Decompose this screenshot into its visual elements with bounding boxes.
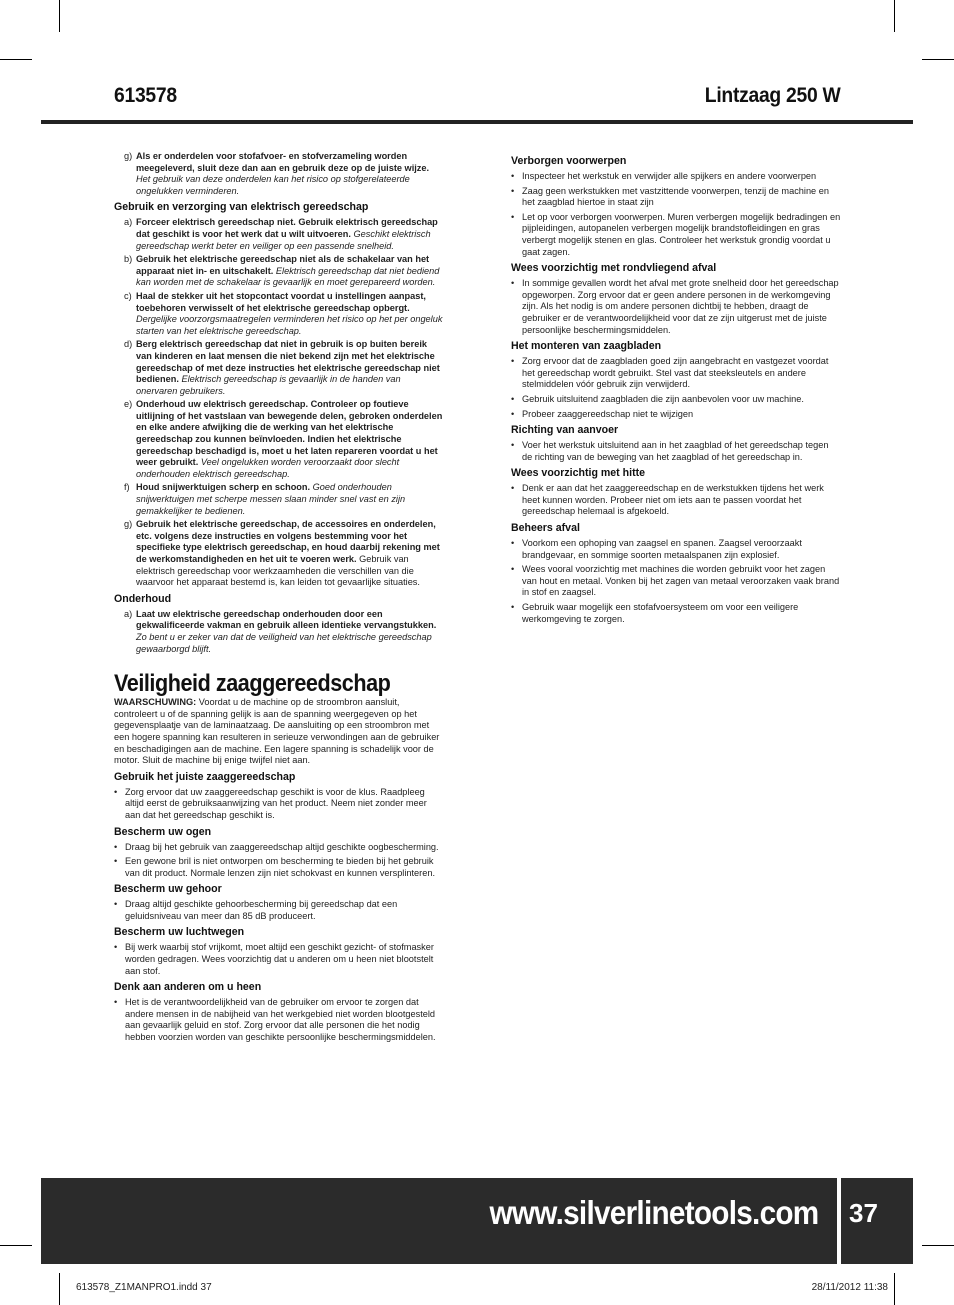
subheading: Bescherm uw ogen	[114, 825, 212, 838]
power-tool-list	[114, 217, 444, 588]
list-item	[114, 254, 444, 289]
list-item	[114, 519, 444, 589]
subheading: Het monteren van zaagbladen	[511, 340, 662, 353]
footer-bar	[41, 1178, 913, 1264]
list-item	[114, 151, 444, 197]
item-bold: Gebruik het elektrische gereedschap niet als de schakelaar van het apparaat niet in- en uitschakelt.	[136, 254, 430, 276]
item-letter: g)	[124, 151, 133, 161]
item-bold: Berg elektrisch gereedschap dat niet in gebruik is op buiten bereik van kinderen en laat mensen die niet bekend zijn met het elektrische gereedschap of met deze instructies het elektrische gereedschap niet bedienen.	[136, 339, 440, 385]
crop-mark	[0, 59, 32, 60]
item-letter: a)	[124, 217, 133, 228]
list-item	[114, 217, 444, 252]
item-letter: c)	[124, 290, 132, 301]
list-item	[114, 291, 444, 337]
bullet-item: • Zaag geen werkstukken met vastzittende voorwerpen, tenzij de machine en het zaagblad hiertoe in staat zijn	[511, 186, 841, 209]
item-italic: Het gebruik van deze onderdelen kan het risico op stofgerelateerde ongelukken verminderen.	[136, 174, 410, 196]
bullet-item: • Gebruik waar mogelijk een stofafvoersysteem om voor een veiligere werkomgeving te zorgen.	[511, 602, 841, 625]
right-column	[511, 151, 841, 628]
warning-text: Voordat u de machine op de stroombron aansluit, controleert u of de spanning gelijk is aan de spanning weergegeven op het gegevensplaatje van de laminaatzaag. De aansluiting op een stroombron met een hogere spanning kan resulteren in serieuze verwondingen aan de gebruiker en beschadigingen aan de machine. Een lagere spanning is schadelijk voor de motor. Sluit de machine bij enige twijfel niet aan.	[114, 697, 440, 766]
bullet-item: • Zorg ervoor dat de zaagbladen goed zijn aangebracht en vastgezet voordat het gereedschap wordt gebruikt. Stel vast dat steeksleutels en andere stelmiddelen vóór gebruik zijn verwijderd.	[511, 356, 841, 391]
list-item	[114, 339, 444, 397]
item-text: Gebruik van elektrisch gereedschap voor werkzaamheden die verschillen van die waarvoor het apparaat bestemd is, kan leiden tot gevaarlijke situaties.	[136, 554, 420, 588]
bullet-item: • Let op voor verborgen voorwerpen. Muren verbergen mogelijk bedradingen en pijpleidingen, autopanelen verbergen mogelijk brandstofleidingen en gras verbergt mogelijk stenen en glas. Controleer het werkstuk grondig voordat u gaat zagen.	[511, 212, 841, 258]
bullet-item: • Wees vooral voorzichtig met machines die worden gebruikt voor het zagen van hout en metaal. Vonken bij het zagen van metaal veroorzaken vaak brand in stof en zaagsel.	[511, 564, 841, 599]
subheading: Gebruik het juiste zaaggereedschap	[114, 770, 296, 783]
crop-mark	[59, 1273, 60, 1305]
slug-file: 613578_Z1MANPRO1.indd 37	[76, 1282, 212, 1293]
slug-date: 28/11/2012 11:38	[811, 1282, 888, 1293]
list-item	[114, 399, 444, 480]
bullet-item: • Inspecteer het werkstuk en verwijder alle spijkers en andere voorwerpen	[511, 171, 841, 183]
item-bold: Houd snijwerktuigen scherp en schoon.	[136, 482, 311, 493]
item-letter: e)	[124, 399, 133, 410]
bullet-item: • Denk er aan dat het zaaggereedschap en de werkstukken tijdens het werk heet kunnen worden. Probeer niet om iets aan te passen voordat het gereedschap helemaal is afgekoeld.	[511, 483, 841, 518]
product-code: 613578	[114, 84, 177, 107]
left-column	[114, 151, 444, 1047]
page-number: 37	[849, 1198, 878, 1228]
item-italic: Elektrisch gereedschap dat niet bediend kan worden met de schakelaar is gevaarlijk en moet gerepareerd worden.	[136, 265, 440, 288]
crop-mark	[922, 59, 954, 60]
crop-mark	[894, 1273, 895, 1305]
bullet-item: • Probeer zaaggereedschap niet te wijzigen	[511, 409, 841, 421]
list-item	[114, 609, 444, 655]
product-name: Lintzaag 250 W	[704, 84, 840, 107]
subheading: Wees voorzichtig met hitte	[511, 467, 646, 480]
saw-safety-groups	[114, 771, 444, 1044]
subheading: Denk aan anderen om u heen	[114, 981, 262, 994]
item-italic: Zo bent u er zeker van dat de veiligheid van het elektrische gereedschap gewaarborgd blijft.	[136, 631, 432, 654]
bullet-item: • Bij werk waarbij stof vrijkomt, moet altijd een geschikt gezicht- of stofmasker worden gedragen. Wees voorzichtig dat u anderen om u heen niet blootstelt aan stof.	[114, 942, 444, 977]
item-bold: Laat uw elektrische gereedschap onderhouden door een gekwalificeerde vakman en gebruik alleen identieke vervangstukken.	[136, 608, 437, 631]
bullet-item: • Draag bij het gebruik van zaaggereedschap altijd geschikte oogbescherming.	[114, 842, 444, 854]
item-italic: Goed onderhouden snijwerktuigen met scherpe messen slaan minder snel vast en zijn gemakkelijker te bedienen.	[136, 482, 406, 516]
bullet-item: • Draag altijd geschikte gehoorbescherming bij gereedschap dat een geluidsniveau van meer dan 85 dB produceert.	[114, 899, 444, 922]
bullet-item: • Zorg ervoor dat uw zaaggereedschap geschikt is voor de klus. Raadpleeg altijd eerst de gebruiksaanwijzing van het product. Neem niet zonder meer aan dat het gereedschap geschikt is.	[114, 787, 444, 822]
item-letter: f)	[124, 482, 130, 493]
item-letter: d)	[124, 339, 133, 350]
subheading: Bescherm uw luchtwegen	[114, 926, 245, 939]
bullet-item: • Het is de verantwoordelijkheid van de gebruiker om ervoor te zorgen dat andere mensen in de nabijheid van het werkgebied niet worden blootgesteld aan gevaarlijk geluid en stof. Zorg ervoor dat alle personen die het nodig hebben voorzien worden van geschikte persoonlijke beschermingsmiddelen.	[114, 997, 444, 1043]
right-groups	[511, 155, 841, 625]
bullet-item: • Gebruik uitsluitend zaagbladen die zijn aanbevolen voor uw machine.	[511, 394, 841, 406]
item-bold: Forceer elektrisch gereedschap niet. Gebruik elektrisch gereedschap dat geschikt is voor het werk dat u wilt uitvoeren.	[136, 217, 438, 239]
item-italic: Elektrisch gereedschap is gevaarlijk in de handen van onervaren gebruikers.	[136, 374, 401, 396]
item-letter: b)	[124, 254, 133, 265]
item-bold: Gebruik het elektrische gereedschap, de accessoires en onderdelen, etc. volgens deze instructies en volgens bestemming voor het specifieke type elektrisch gereedschap, en houd daarbij rekening met de werkomstandigheden en het uit te voeren werk.	[136, 519, 440, 564]
page-divider	[837, 1178, 841, 1264]
crop-mark	[0, 1245, 32, 1246]
item-bold: Haal de stekker uit het stopcontact voordat u instellingen aanpast, toebehoren verwisselt of het elektrische gereedschap opbergt.	[136, 290, 426, 313]
bullet-item: • Een gewone bril is niet ontworpen om bescherming te bieden bij het gebruik van dit product. Normale lenzen zijn niet schokvast en kunnen versplinteren.	[114, 856, 444, 879]
bullet-item: • In sommige gevallen wordt het afval met grote snelheid door het gereedschap opgeworpen. Zorg ervoor dat er geen andere personen in de werkomgeving zijn. Als het nodig is om andere personen dichtbij te hebben, draagt de gebruiker er de verantwoordelijkheid voor dat ze zijn uitgerust met de juiste persoonlijke beschermingsmiddelen.	[511, 278, 841, 336]
subheading: Richting van aanvoer	[511, 424, 619, 437]
warning-paragraph	[114, 697, 444, 767]
crop-mark	[922, 1245, 954, 1246]
website-url: www.silverlinetools.com	[489, 1194, 818, 1231]
subheading: Wees voorzichtig met rondvliegend afval	[511, 262, 717, 275]
item-bold: Onderhoud uw elektrisch gereedschap. Controleer op foutieve uitlijning of het vastslaan van bewegende delen, gebroken onderdelen en elke andere afwijking die de werking van het elektrische gereedschap zou kunnen beïnvloeden. Indien het elektrische gereedschap beschadigd is, moet u het laten repareren voordat u het weer gebruikt.	[136, 399, 443, 468]
bullet-item: • Voer het werkstuk uitsluitend aan in het zaagblad of het gereedschap tegen de richting van de beweging van het zaagblad of het gereedschap in.	[511, 440, 841, 463]
item-letter: g)	[124, 519, 133, 530]
section-title: Veiligheid zaaggereedschap	[114, 670, 391, 698]
item-italic: Veel ongelukken worden veroorzaakt door slecht onderhouden elektrisch gereedschap.	[136, 457, 400, 479]
item-italic: Geschikt elektrisch gereedschap werkt beter en veiliger op een passende snelheid.	[136, 228, 431, 251]
header-rule	[41, 120, 913, 124]
item-bold: Als er onderdelen voor stofafvoer- en stofverzameling worden meegeleverd, sluit deze dan aan en gebruik deze op de juiste wijze.	[136, 151, 430, 173]
subheading: Beheers afval	[511, 522, 580, 535]
list-item	[114, 482, 444, 517]
item-letter: a)	[124, 608, 133, 619]
crop-mark	[894, 0, 895, 32]
crop-mark	[59, 0, 60, 32]
subheading: Onderhoud	[114, 592, 172, 605]
subheading: Bescherm uw gehoor	[114, 883, 222, 896]
warning-label: WAARSCHUWING:	[114, 697, 197, 708]
bullet-item: • Voorkom een ophoping van zaagsel en spanen. Zaagsel veroorzaakt brandgevaar, en sommige soorten metaalspanen zijn explosief.	[511, 538, 841, 561]
subheading: Gebruik en verzorging van elektrisch gereedschap	[114, 201, 369, 214]
subheading: Verborgen voorwerpen	[511, 155, 627, 167]
item-italic: Dergelijke voorzorgsmaatregelen verminderen het risico op het per ongeluk starten van het elektrische gereedschap.	[136, 314, 443, 336]
